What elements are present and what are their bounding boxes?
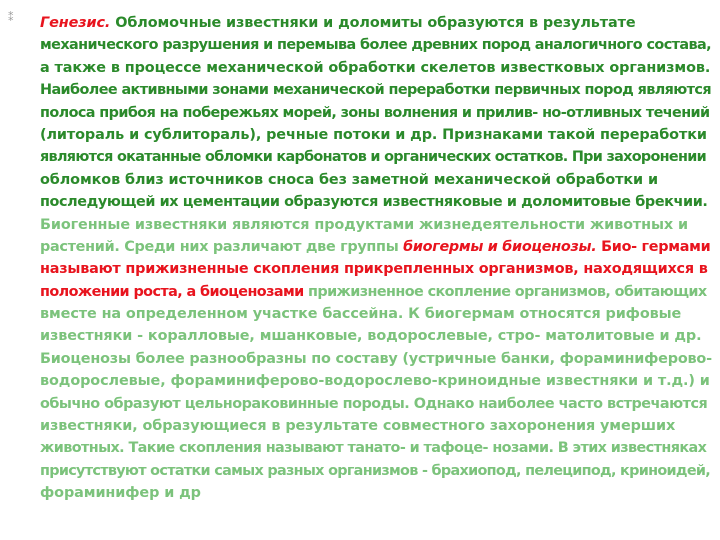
text-line <box>40 236 712 258</box>
term-genesis: Генезис. <box>40 15 111 31</box>
text-run: (литораль и сублитораль), речные потоки и др. Признаками такой переработки <box>40 126 707 143</box>
text-line <box>40 79 712 101</box>
text-run: являются окатанные обломки карбонатов и органических остатков. При захоронении <box>40 149 706 166</box>
text-run: животных. Такие скопления называют танато- и тафоце- нозами. В этих известняках <box>40 440 707 457</box>
text-line <box>40 281 712 303</box>
text-run: растений. Среди них различают две группы <box>40 238 404 255</box>
text-line <box>40 325 712 347</box>
text-run: вместе на определенном участке бассейна. К биогермам относятся рифовые <box>40 306 682 323</box>
definition-run: Био- гермами <box>596 238 711 255</box>
text-line <box>40 57 712 79</box>
text-line <box>40 34 712 56</box>
text-run: известняки, образующиеся в результате совместного захоронения умерших <box>40 418 676 435</box>
text-line <box>40 146 712 168</box>
asterism-bullet-icon: ⁑ <box>8 11 14 24</box>
text-line <box>40 303 712 325</box>
text-line <box>40 12 712 34</box>
term-bioherms-biocenoses: биогермы и биоценозы. <box>403 238 597 255</box>
text-line <box>40 482 712 504</box>
text-run: обычно образуют цельнораковинные породы. Однако наиболее часто встречаются <box>40 395 708 412</box>
text-run: Наиболее активными зонами механической переработки первичных пород являются <box>40 82 711 99</box>
text-line <box>40 460 712 482</box>
text-line <box>40 214 712 236</box>
definition-run: положении роста, а биоценозами <box>40 283 304 300</box>
text-run: Биоценозы более разнообразны по составу (устричные банки, фораминиферово- <box>40 350 712 367</box>
text-line <box>40 415 712 437</box>
text-line <box>40 370 712 392</box>
text-run: Биогенные известняки являются продуктами жизнедеятельности животных и <box>40 216 688 233</box>
text-line <box>40 348 712 370</box>
text-run: механического разрушения и перемыва более древних пород аналогичного состава, <box>40 37 711 54</box>
text-line <box>40 102 712 124</box>
text-run: обломков близ источников сноса без заметной механической обработки и <box>40 171 658 188</box>
text-line <box>40 437 712 459</box>
genesis-paragraph <box>40 12 712 505</box>
text-line <box>40 169 712 191</box>
text-run: Обломочные известняки и доломиты образуются в результате <box>110 15 636 31</box>
text-line <box>40 191 712 213</box>
text-run: фораминифер и др <box>40 485 201 502</box>
text-run: известняки - коралловые, мшанковые, водорослевые, стро- матолитовые и др. <box>40 328 702 345</box>
definition-run: называют прижизненные скопления прикрепленных организмов, находящихся в <box>40 261 708 278</box>
text-line <box>40 393 712 415</box>
text-run: полоса прибоя на побережьях морей, зоны волнения и прилив- но-отливных течений <box>40 104 710 121</box>
text-line <box>40 258 712 280</box>
text-run: прижизненное скопление организмов, обитающих <box>303 283 707 300</box>
text-line <box>40 124 712 146</box>
text-run: последующей их цементации образуются известняковые и доломитовые брекчии. <box>40 194 708 211</box>
text-run: присутствуют остатки самых разных организмов - брахиопод, пелеципод, криноидей, <box>40 462 711 479</box>
text-run: водорослевые, фораминиферово-водорослево-криноидные известняки и т.д.) и <box>40 373 710 390</box>
text-run: а также в процессе механической обработки скелетов известковых организмов. <box>40 59 711 76</box>
